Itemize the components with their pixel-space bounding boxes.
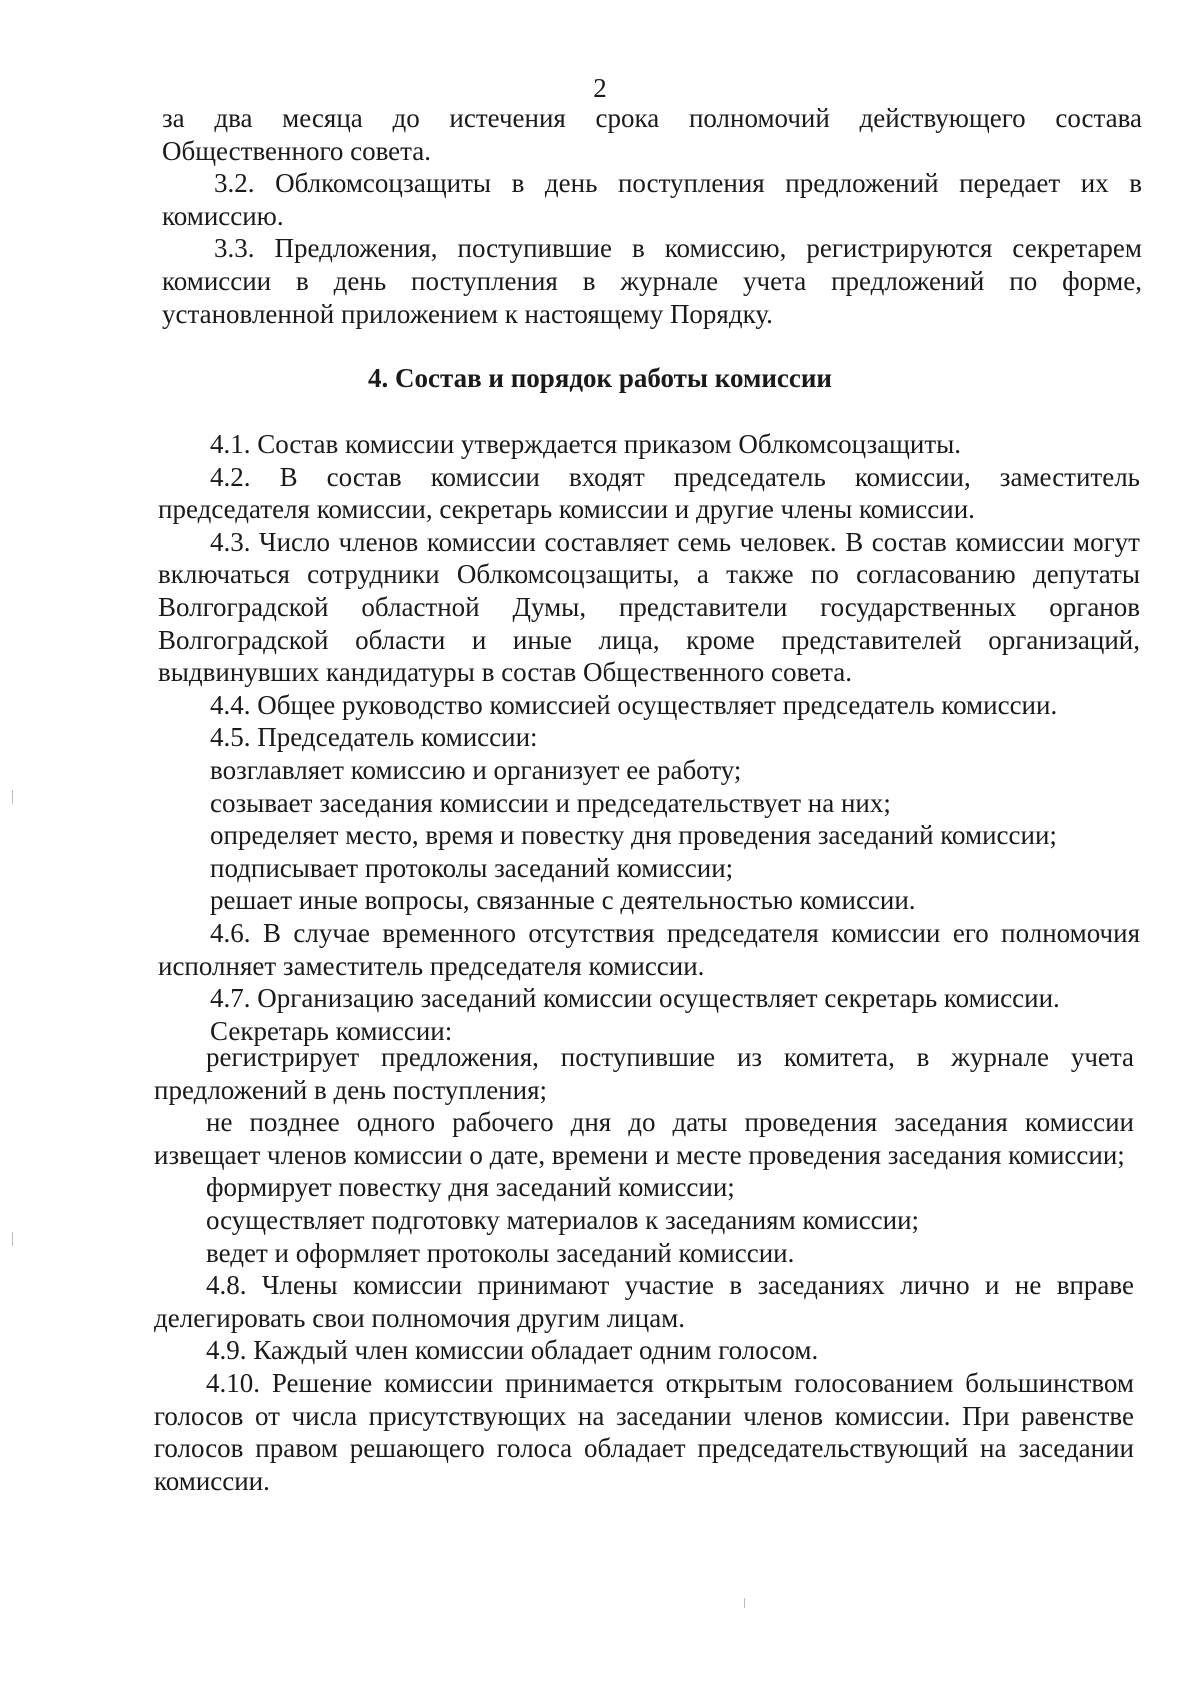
list-item: возглавляет комиссию и организует ее работу; — [210, 754, 742, 785]
scan-artifact — [12, 790, 13, 804]
scan-artifact — [12, 1232, 13, 1246]
paragraph: 4.1. Состав комиссии утверждается приказом Облкомсоцзащиты. — [210, 429, 962, 459]
paragraph: 4.5. Председатель комиссии: — [210, 722, 538, 753]
paragraph: 4.6. В случае временного отсутствия председателя комиссии его полномочия исполняет заместитель председателя комиссии. — [158, 917, 1140, 981]
paragraph: 3.3. Предложения, поступившие в комиссию, регистрируются секретарем комиссии в день поступления в журнале учета предложений по форме, установленной приложением к настоящему Порядку. — [162, 233, 1142, 329]
page-number: 2 — [593, 73, 607, 103]
section-heading: 4. Состав и порядок работы комиссии — [368, 363, 832, 393]
list-item: регистрирует предложения, поступившие из комитета, в журнале учета предложений в день поступления; — [154, 1042, 1134, 1105]
section-3-continuation — [162, 102, 1142, 330]
paragraph: 4.7. Организацию заседаний комиссии осуществляет секретарь комиссии. — [210, 983, 1060, 1014]
paragraph: 4.10. Решение комиссии принимается открытым голосованием большинством голосов от числа присутствующих на заседании членов комиссии. При равенстве голосов правом решающего голоса обладает председательствующий на заседании комиссии. — [154, 1367, 1134, 1496]
paragraph: 4.4. Общее руководство комиссией осуществляет председатель комиссии. — [210, 689, 1058, 720]
section-4-body — [158, 428, 1140, 1047]
list-item: не позднее одного рабочего дня до даты проведения заседания комиссии извещает членов комиссии о дате, времени и месте проведения заседания комиссии; — [154, 1107, 1134, 1170]
list-item: определяет место, время и повестку дня проведения заседаний комиссии; — [210, 820, 1057, 851]
section-4-body-continued — [154, 1041, 1134, 1497]
paragraph: Секретарь комиссии: — [210, 1015, 453, 1046]
scan-artifact — [744, 1598, 745, 1608]
paragraph: 4.3. Число членов комиссии составляет семь человек. В состав комиссии могут включаться сотрудники Облкомсоцзащиты, а также по согласованию депутаты Волгоградской областной Думы, представители государственных органов Волгоградской области и иные лица, кроме представителей организаций, выдвинувших кандидатуры в состав Общественного совета. — [158, 526, 1140, 688]
list-item: формирует повестку дня заседаний комиссии; — [206, 1172, 735, 1203]
paragraph: 3.2. Облкомсоцзащиты в день поступления предложений передает их в комиссию. — [162, 168, 1142, 231]
list-item: осуществляет подготовку материалов к заседаниям комиссии; — [206, 1204, 920, 1235]
paragraph: 4.2. В состав комиссии входят председатель комиссии, заместитель председателя комиссии, секретарь комиссии и другие члены комиссии. — [158, 461, 1140, 525]
paragraph: 4.9. Каждый член комиссии обладает одним голосом. — [206, 1335, 819, 1366]
list-item: подписывает протоколы заседаний комиссии; — [210, 852, 734, 883]
paragraph: за два месяца до истечения срока полномочий действующего состава Общественного совета. — [162, 103, 1142, 166]
list-item: ведет и оформляет протоколы заседаний комиссии. — [206, 1237, 795, 1268]
list-item: решает иные вопросы, связанные с деятельностью комиссии. — [210, 885, 916, 916]
paragraph: 4.8. Члены комиссии принимают участие в заседаниях лично и не вправе делегировать свои полномочия другим лицам. — [154, 1270, 1134, 1333]
list-item: созывает заседания комиссии и председательствует на них; — [210, 787, 891, 818]
